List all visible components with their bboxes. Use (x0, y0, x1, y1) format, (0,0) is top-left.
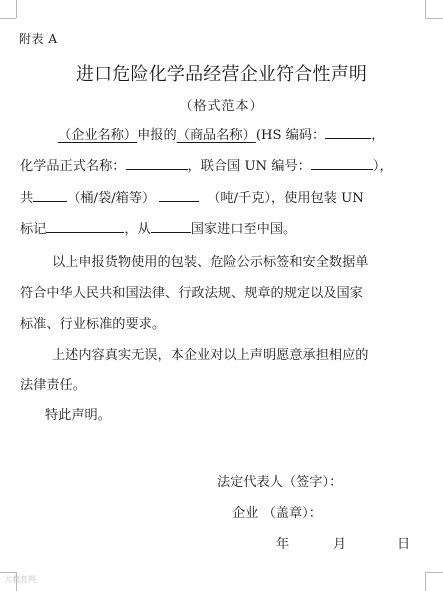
crop-mark-top-left-v (16, 0, 17, 18)
hs-code-label: (HS 编码： (255, 128, 326, 143)
paragraph-1-line-2 (20, 156, 430, 176)
un-code-end: ）， (372, 159, 393, 174)
weight-blank (159, 188, 199, 202)
crop-mark-bottom-right-h (425, 572, 443, 573)
attachment-label: 附表 A (19, 32, 58, 46)
closing-statement: 特此声明。 (45, 408, 111, 423)
site-watermark: 大教育网 (4, 575, 36, 584)
un-mark-blank (46, 219, 124, 233)
crop-mark-top-right-h (425, 18, 443, 19)
paragraph-2-line-1: 以上申报货物使用的包装、危险公示标签和安全数据单 (52, 255, 369, 270)
date-day-label: 日 (397, 537, 411, 552)
weight-unit-text: （吨/千克），使用包装 UN (207, 191, 364, 206)
paragraph-1-line-4 (20, 219, 430, 239)
document-subtitle: （格式范本） (179, 99, 264, 114)
package-unit-text: （桶/袋/箱等） (67, 191, 156, 206)
hs-code-blank (325, 125, 371, 139)
import-text: 国家进口至中国。 (190, 222, 297, 237)
company-name-placeholder: （企业名称） (58, 128, 138, 143)
declared-text: 申报的 (137, 128, 177, 143)
product-name-placeholder: （商品名称） (176, 128, 256, 143)
company-seal-label: 企业 （盖章）： (232, 506, 322, 521)
paragraph-2-line-3: 标准、行业标准的要求。 (20, 317, 166, 332)
un-code-label: ，联合国 UN 编号： (187, 159, 311, 174)
country-blank (151, 219, 191, 233)
from-label: ，从 (124, 222, 151, 237)
paragraph-1-line-3 (20, 188, 430, 208)
paragraph-1-line-1 (20, 125, 430, 145)
mark-label: 标记 (20, 222, 47, 237)
crop-mark-top-left-h (0, 18, 16, 19)
document-title: 进口危险化学品经营企业符合性声明 (75, 64, 368, 85)
un-code-blank (311, 156, 373, 170)
date-year-label: 年 (276, 537, 290, 552)
paragraph-3-line-2: 法律责任。 (20, 378, 86, 393)
quantity-blank (33, 188, 67, 202)
representative-signature-label: 法定代表人（签字）： (217, 475, 343, 490)
hs-code-end: ， (371, 128, 385, 143)
paragraph-3-line-1: 上述内容真实无误，本企业对以上声明愿意承担相应的 (52, 348, 369, 363)
date-month-label: 月 (333, 537, 347, 552)
formal-name-label: 化学品正式名称： (20, 159, 126, 174)
crop-mark-top-right-v (425, 0, 426, 18)
total-label: 共 (20, 191, 34, 206)
crop-mark-bottom-left-h (0, 572, 16, 573)
paragraph-2-line-2: 符合中华人民共和国法律、行政法规、规章的规定以及国家 (20, 286, 363, 301)
crop-mark-bottom-right-v (425, 572, 426, 591)
formal-name-blank (126, 156, 188, 170)
